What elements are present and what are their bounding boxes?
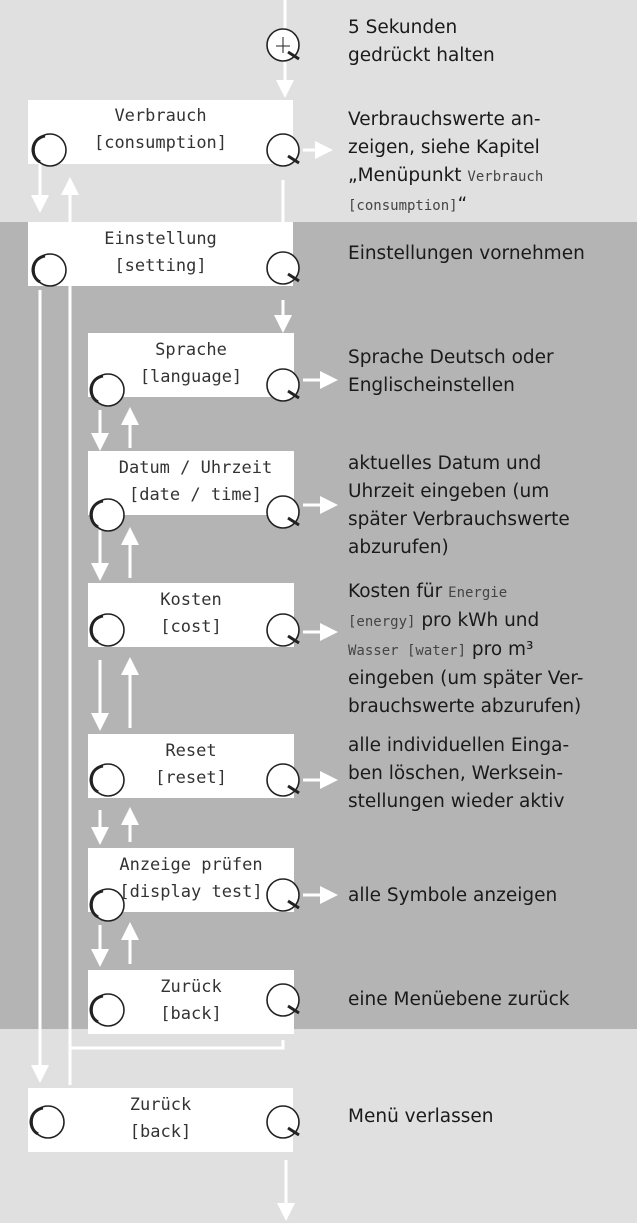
desc-line: alle Symbole anzeigen bbox=[348, 885, 558, 906]
desc-mono-text: Energie bbox=[448, 585, 508, 601]
desc-setting bbox=[348, 240, 585, 268]
desc-line: eine Menüebene zurück bbox=[348, 989, 570, 1010]
desc-line: ben löschen, Werksein- bbox=[348, 763, 564, 784]
desc-line: Uhrzeit eingeben (um bbox=[348, 481, 550, 502]
desc-line bbox=[348, 636, 584, 665]
desc-mono-text: Wasser [water] bbox=[348, 643, 467, 659]
lcd-line: [setting] bbox=[114, 256, 207, 276]
lcd-line: [consumption] bbox=[93, 133, 228, 153]
lcd-line: [reset] bbox=[155, 768, 227, 788]
desc-line: Sprache Deutsch oder bbox=[348, 347, 554, 368]
lcd-line: [language] bbox=[139, 367, 243, 387]
desc-exit-menu bbox=[348, 1103, 493, 1131]
desc-text: “ bbox=[457, 194, 468, 215]
lcd-line: [back] bbox=[129, 1122, 192, 1142]
desc-date-time bbox=[348, 450, 570, 562]
desc-back-inner bbox=[348, 986, 569, 1014]
lcd-line: [back] bbox=[160, 1004, 222, 1024]
lcd-label-display-test bbox=[88, 852, 294, 906]
lcd-label-language bbox=[88, 337, 294, 391]
desc-line: 5 Sekunden bbox=[348, 17, 458, 38]
lcd-line: Zurück bbox=[129, 1095, 192, 1115]
desc-display-test bbox=[348, 882, 557, 910]
lcd-line: Datum / Uhrzeit bbox=[118, 458, 273, 478]
desc-line: Verbrauchswerte an- bbox=[348, 109, 541, 130]
desc-line: Englischeinstellen bbox=[348, 375, 515, 396]
desc-line: abzurufen) bbox=[348, 537, 449, 558]
desc-text: Kosten für bbox=[348, 581, 449, 602]
desc-line: Einstellungen vornehmen bbox=[348, 243, 585, 264]
desc-consumption bbox=[348, 106, 543, 220]
lcd-line: Reset bbox=[165, 741, 217, 761]
desc-line: stellungen wieder aktiv bbox=[348, 791, 565, 812]
lcd-line: [cost] bbox=[160, 617, 222, 637]
lcd-line: Zurück bbox=[160, 977, 222, 997]
desc-reset bbox=[348, 732, 569, 816]
desc-line: alle individuellen Einga- bbox=[348, 735, 570, 756]
desc-line: Menü verlassen bbox=[348, 1106, 494, 1127]
lcd-line: Anzeige prüfen bbox=[119, 855, 263, 875]
desc-line: eingeben (um später Ver- bbox=[348, 668, 584, 689]
desc-line bbox=[348, 607, 584, 636]
lcd-line: Einstellung bbox=[104, 229, 217, 249]
desc-line bbox=[348, 162, 543, 191]
lcd-label-date-time bbox=[88, 455, 303, 509]
lcd-label-back-inner bbox=[88, 974, 294, 1028]
desc-text: pro m³ bbox=[466, 639, 534, 660]
desc-line: zeigen, siehe Kapitel bbox=[348, 137, 540, 158]
desc-mono-text: Verbrauch bbox=[467, 169, 544, 185]
lcd-label-back-outer bbox=[28, 1092, 293, 1146]
desc-text: „Menüpunkt bbox=[348, 165, 468, 186]
lcd-line: [display test] bbox=[119, 882, 263, 902]
desc-language bbox=[348, 344, 554, 400]
desc-line bbox=[348, 578, 584, 607]
desc-line bbox=[348, 191, 543, 220]
knob-press-icon bbox=[267, 29, 299, 61]
desc-line: brauchswerte abzurufen) bbox=[348, 696, 582, 717]
lcd-line: [date / time] bbox=[128, 485, 263, 505]
desc-hold-5-seconds bbox=[348, 14, 495, 70]
desc-mono-text: [consumption] bbox=[348, 198, 458, 214]
lcd-label-setting bbox=[28, 226, 293, 280]
desc-cost bbox=[348, 578, 584, 721]
desc-line: aktuelles Datum und bbox=[348, 453, 542, 474]
lcd-line: Kosten bbox=[160, 590, 222, 610]
lcd-label-reset bbox=[88, 738, 294, 792]
desc-line: gedrückt halten bbox=[348, 45, 495, 66]
lcd-line: Verbrauch bbox=[114, 106, 207, 126]
desc-text: pro kWh und bbox=[415, 610, 540, 631]
desc-mono-text: [energy] bbox=[348, 614, 416, 630]
lcd-line: Sprache bbox=[155, 340, 227, 360]
desc-line: später Verbrauchswerte bbox=[348, 509, 570, 530]
lcd-label-consumption bbox=[28, 103, 293, 157]
lcd-label-cost bbox=[88, 587, 294, 641]
